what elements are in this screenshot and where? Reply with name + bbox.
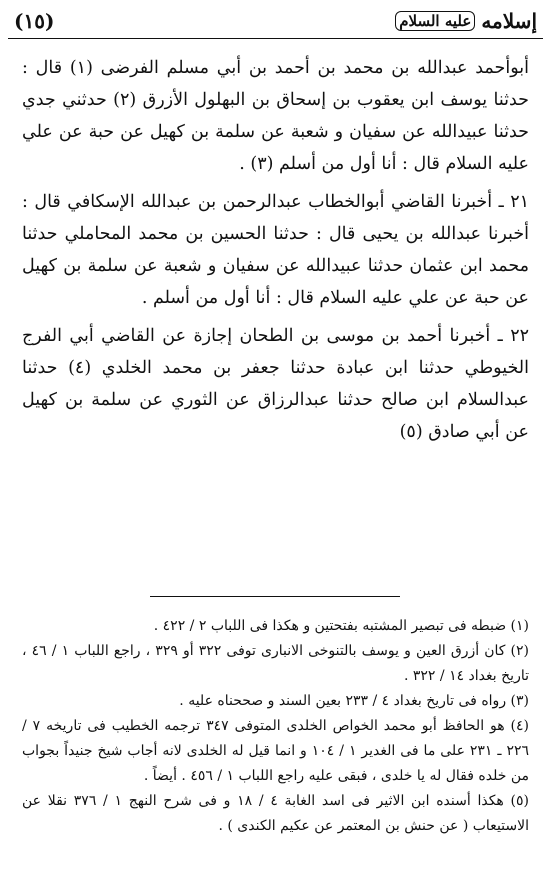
footnotes <box>22 614 529 839</box>
paragraph-continuation: أبوأحمد عبدالله بن محمد بن أحمد بن أبي مسلم الفرضى (١) قال : حدثنا يوسف ابن يعقوب بن إسحاق بن البهلول الأزرق (٢) حدثني جدي حدثنا عبيدالله عن سفيان و شعبة عن سلمة بن كهيل عن حبة عن علي عليه السلام قال : أنا أول من أسلم (٣) . <box>22 58 529 174</box>
footnote-3: (٣) رواه فى تاريخ بغداد ٤ / ٢٣٣ بعين السند و صححناه عليه . <box>179 693 529 709</box>
footnote-separator <box>150 596 400 597</box>
header-rule <box>8 38 543 39</box>
running-title <box>395 9 537 33</box>
footnote-5: (٥) هكذا أسنده ابن الاثير فى اسد الغابة ٤ / ١٨ و فى شرح النهج ١ / ٣٧٦ نقلا عن الاستيعاب ( عن حنش بن المعتمر عن عكيم الكندى ) . <box>22 793 529 834</box>
page-number: (١٥) <box>14 9 55 33</box>
footnote-4: (٤) هو الحافظ أبو محمد الخواص الخلدى المتوفى ٣٤٧ ترجمه الخطيب فى تاريخه ٧ / ٢٢٦ ـ ٢٣١ على ما فى الغدير ١ / ١٠٤ و انما قيل له الخلدى لانه أجاب شيخ جنيداً بجواب من خلده فقال له يا خلدى ، فبقى عليه راجع اللباب ١ / ٤٥٦ . أيضاً . <box>22 718 530 784</box>
footnote-2: (٢) كان أزرق العين و يوسف بالتنوخى الانبارى توفى ٣٢٢ أو ٣٢٩ ، راجع اللباب ١ / ٤٦ ، تاريخ بغداد ١٤ / ٣٢٢ . <box>22 643 529 684</box>
running-title-text: إسلامه <box>481 9 537 33</box>
page-header <box>14 6 537 36</box>
honorific-ligature: عليه السلام <box>395 11 475 31</box>
footnote-1: (١) ضبطه فى تبصير المشتبه بفتحتين و هكذا فى اللباب ٢ / ٤٢٢ . <box>153 618 529 634</box>
paragraph-22: ٢٢ ـ أخبرنا أحمد بن موسى بن الطحان إجازة عن القاضي أبي الفرج الخيوطي حدثنا ابن عبادة حدثنا جعفر بن محمد الخلدي (٤) حدثنا عبدالسلام ابن صالح حدثنا عبدالرزاق عن الثوري عن سلمة بن كهيل عن أبي صادق (٥) <box>22 326 529 442</box>
paragraph-21: ٢١ ـ أخبرنا القاضي أبوالخطاب عبدالرحمن بن عبدالله الإسكافي قال : أخبرنا عبدالله بن يحيى قال : حدثنا الحسين بن محمد المحاملي حدثنا محمد ابن عثمان حدثنا عبيدالله عن سفيان و شعبة عن سلمة بن كهيل عن حبة عن علي عليه السلام قال : أنا أول من أسلم . <box>22 192 529 308</box>
main-text <box>22 52 529 454</box>
